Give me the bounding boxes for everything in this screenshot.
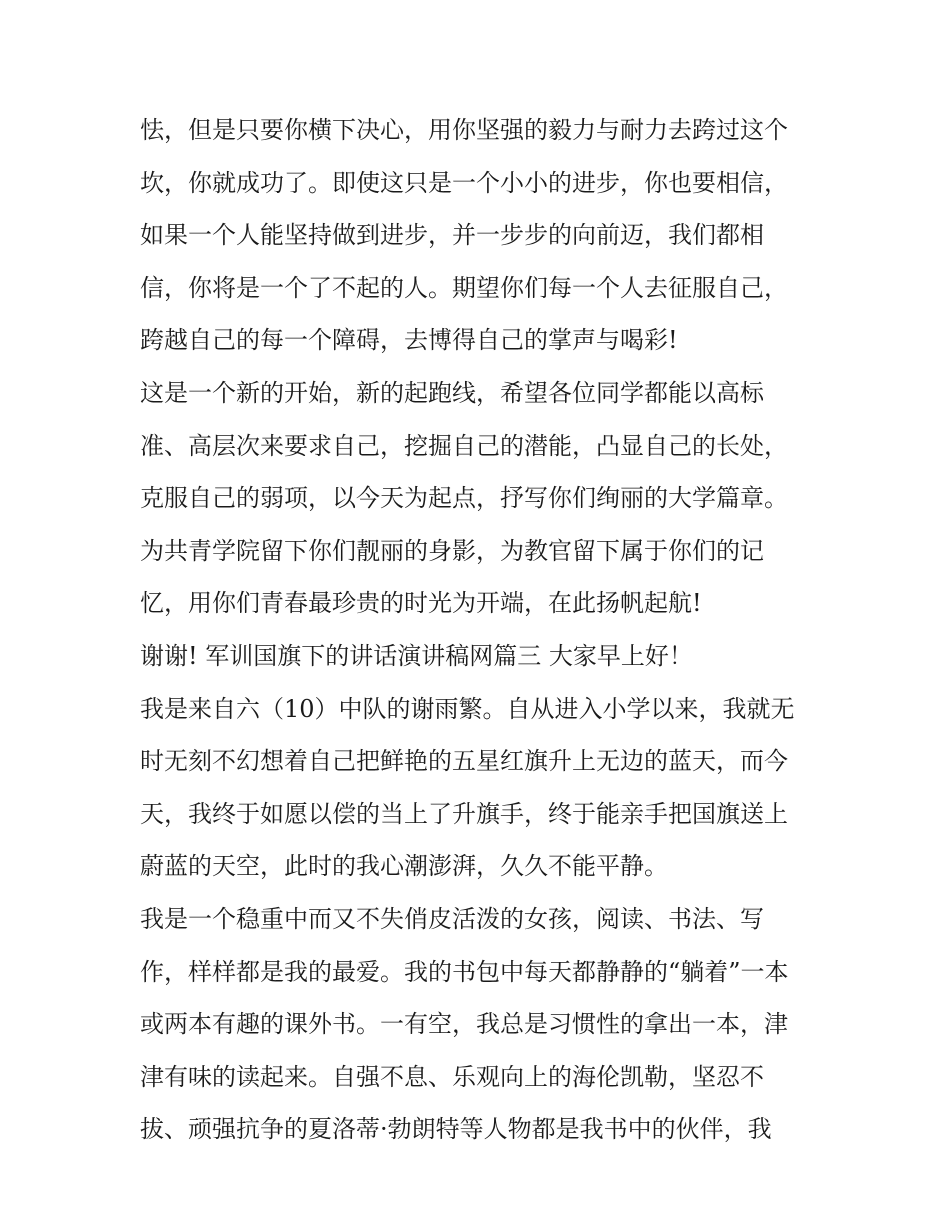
text-line: 时无刻不幻想着自己把鲜艳的五星红旗升上无边的蓝天，而今 (140, 747, 788, 776)
text-line: 或两本有趣的课外书。一有空，我总是习惯性的拿出一本，津 (140, 1010, 788, 1039)
text-line: 怯，但是只要你横下决心，用你坚强的毅力与耐力去跨过这个 (140, 116, 788, 144)
text-line: 蔚蓝的天空，此时的我心潮澎湃，久久不能平静。 (140, 852, 668, 881)
text-line: 津有味的读起来。自强不息、乐观向上的海伦凯勒，坚忍不 (140, 1062, 764, 1091)
text-line: 忆，用你们青春最珍贵的时光为开端，在此扬帆起航! (140, 589, 702, 618)
text-line: 这是一个新的开始，新的起跑线，希望各位同学都能以高标 (140, 378, 764, 407)
text-line: 如果一个人能坚持做到进步，并一步步的向前迈，我们都相 (140, 221, 764, 250)
text-line: 我是一个稳重中而又不失俏皮活泼的女孩，阅读、书法、写 (140, 904, 764, 933)
text-line: 拔、顽强抗争的夏洛蒂·勃朗特等人物都是我书中的伙伴，我 (140, 1115, 772, 1144)
body-text (140, 104, 820, 1156)
text-line: 准、高层次来要求自己，挖掘自己的潜能，凸显自己的长处， (140, 431, 788, 460)
text-line: 我是来自六（10）中队的谢雨繁。自从进入小学以来，我就无 (140, 694, 795, 723)
text-line: 谢谢! 军训国旗下的讲话演讲稿网篇三 大家早上好！ (140, 641, 693, 670)
text-line: 为共青学院留下你们靓丽的身影，为教官留下属于你们的记 (140, 536, 764, 565)
text-line: 信，你将是一个了不起的人。期望你们每一个人去征服自己， (140, 273, 788, 302)
text-line: 克服自己的弱项，以今天为起点，抒写你们绚丽的大学篇章。 (140, 484, 788, 513)
text-line: 跨越自己的每一个障碍，去博得自己的掌声与喝彩! (140, 326, 678, 355)
text-line: 天，我终于如愿以偿的当上了升旗手，终于能亲手把国旗送上 (140, 799, 788, 828)
text-line: 坎，你就成功了。即使这只是一个小小的进步，你也要相信， (140, 168, 788, 197)
text-line: 作，样样都是我的最爱。我的书包中每天都静静的“躺着”一本 (140, 957, 789, 986)
